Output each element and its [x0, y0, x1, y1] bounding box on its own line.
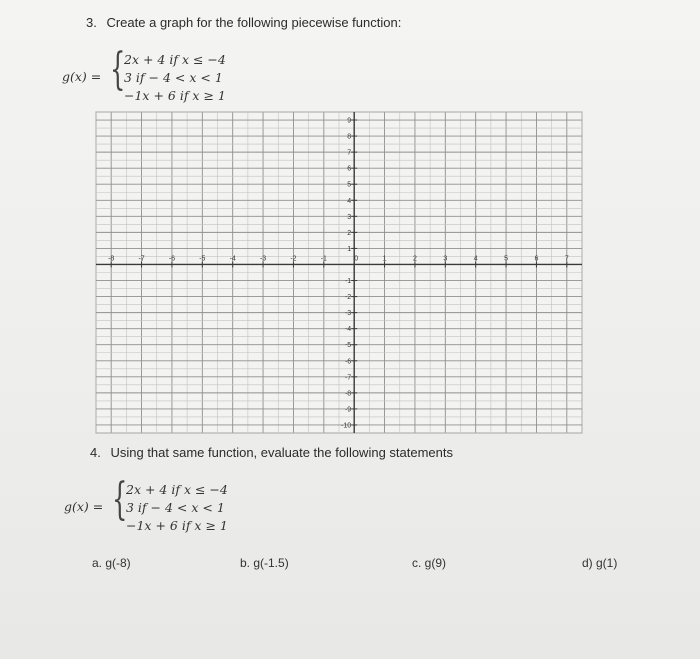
x-tick-label: 1 — [382, 255, 387, 263]
x-tick-label: 7 — [564, 255, 569, 263]
case-2: 3 if − 4 < x < 1 — [124, 70, 223, 85]
y-tick-label: 1 — [347, 245, 352, 253]
y-tick-label: -9 — [344, 406, 352, 414]
y-tick-label: 8 — [347, 133, 352, 141]
function-lhs: g(x) = — [64, 499, 104, 514]
y-tick-label: -7 — [344, 374, 352, 382]
y-tick-label: 5 — [347, 181, 352, 189]
y-tick-label: -6 — [344, 358, 352, 366]
y-tick-label: -10 — [341, 422, 352, 430]
question-4 — [90, 445, 453, 460]
question-3-text: Create a graph for the following piecewise function: — [106, 15, 402, 30]
question-4-text: Using that same function, evaluate the following statements — [110, 445, 453, 460]
x-tick-label: -5 — [199, 255, 206, 263]
y-tick-label: -4 — [344, 326, 352, 334]
y-tick-label: -1 — [344, 278, 352, 286]
y-tick-label: 4 — [347, 197, 352, 205]
x-tick-label: 0 — [354, 255, 359, 263]
x-tick-label: 6 — [534, 255, 539, 263]
x-tick-label: 2 — [412, 255, 417, 263]
question-4-number: 4. — [90, 445, 101, 460]
y-tick-label: 2 — [347, 229, 352, 237]
item-d: d) g(1) — [582, 556, 618, 570]
x-tick-label: -7 — [138, 255, 145, 263]
x-tick-label: -6 — [168, 255, 176, 263]
case-2: 3 if − 4 < x < 1 — [126, 500, 225, 515]
item-b: b. g(-1.5) — [240, 556, 289, 570]
y-tick-label: 7 — [347, 149, 352, 157]
x-tick-label: 5 — [504, 255, 509, 263]
left-brace: { — [110, 44, 126, 95]
question-3-number: 3. — [86, 15, 97, 30]
case-3: −1x + 6 if x ≥ 1 — [124, 88, 226, 103]
y-tick-label: -3 — [344, 310, 352, 318]
x-tick-label: 4 — [473, 255, 478, 263]
x-tick-label: -8 — [108, 255, 115, 263]
item-a: a. g(-8) — [92, 556, 131, 570]
y-tick-label: 9 — [347, 117, 352, 125]
case-1: 2x + 4 if x ≤ −4 — [124, 52, 226, 67]
item-c: c. g(9) — [412, 556, 447, 570]
case-1: 2x + 4 if x ≤ −4 — [126, 482, 228, 497]
y-tick-label: -8 — [344, 390, 352, 398]
y-tick-label: -5 — [344, 342, 352, 350]
y-tick-label: -2 — [344, 294, 352, 302]
x-tick-label: -2 — [290, 255, 297, 263]
x-tick-label: -4 — [229, 255, 236, 263]
function-lhs: g(x) = — [62, 69, 102, 84]
x-tick-label: -3 — [259, 255, 267, 263]
x-tick-label: 3 — [443, 255, 448, 263]
left-brace: { — [112, 474, 128, 525]
y-tick-label: 3 — [347, 213, 352, 221]
y-tick-label: 6 — [347, 165, 352, 173]
x-tick-label: -1 — [320, 255, 327, 263]
case-3: −1x + 6 if x ≥ 1 — [126, 518, 228, 533]
